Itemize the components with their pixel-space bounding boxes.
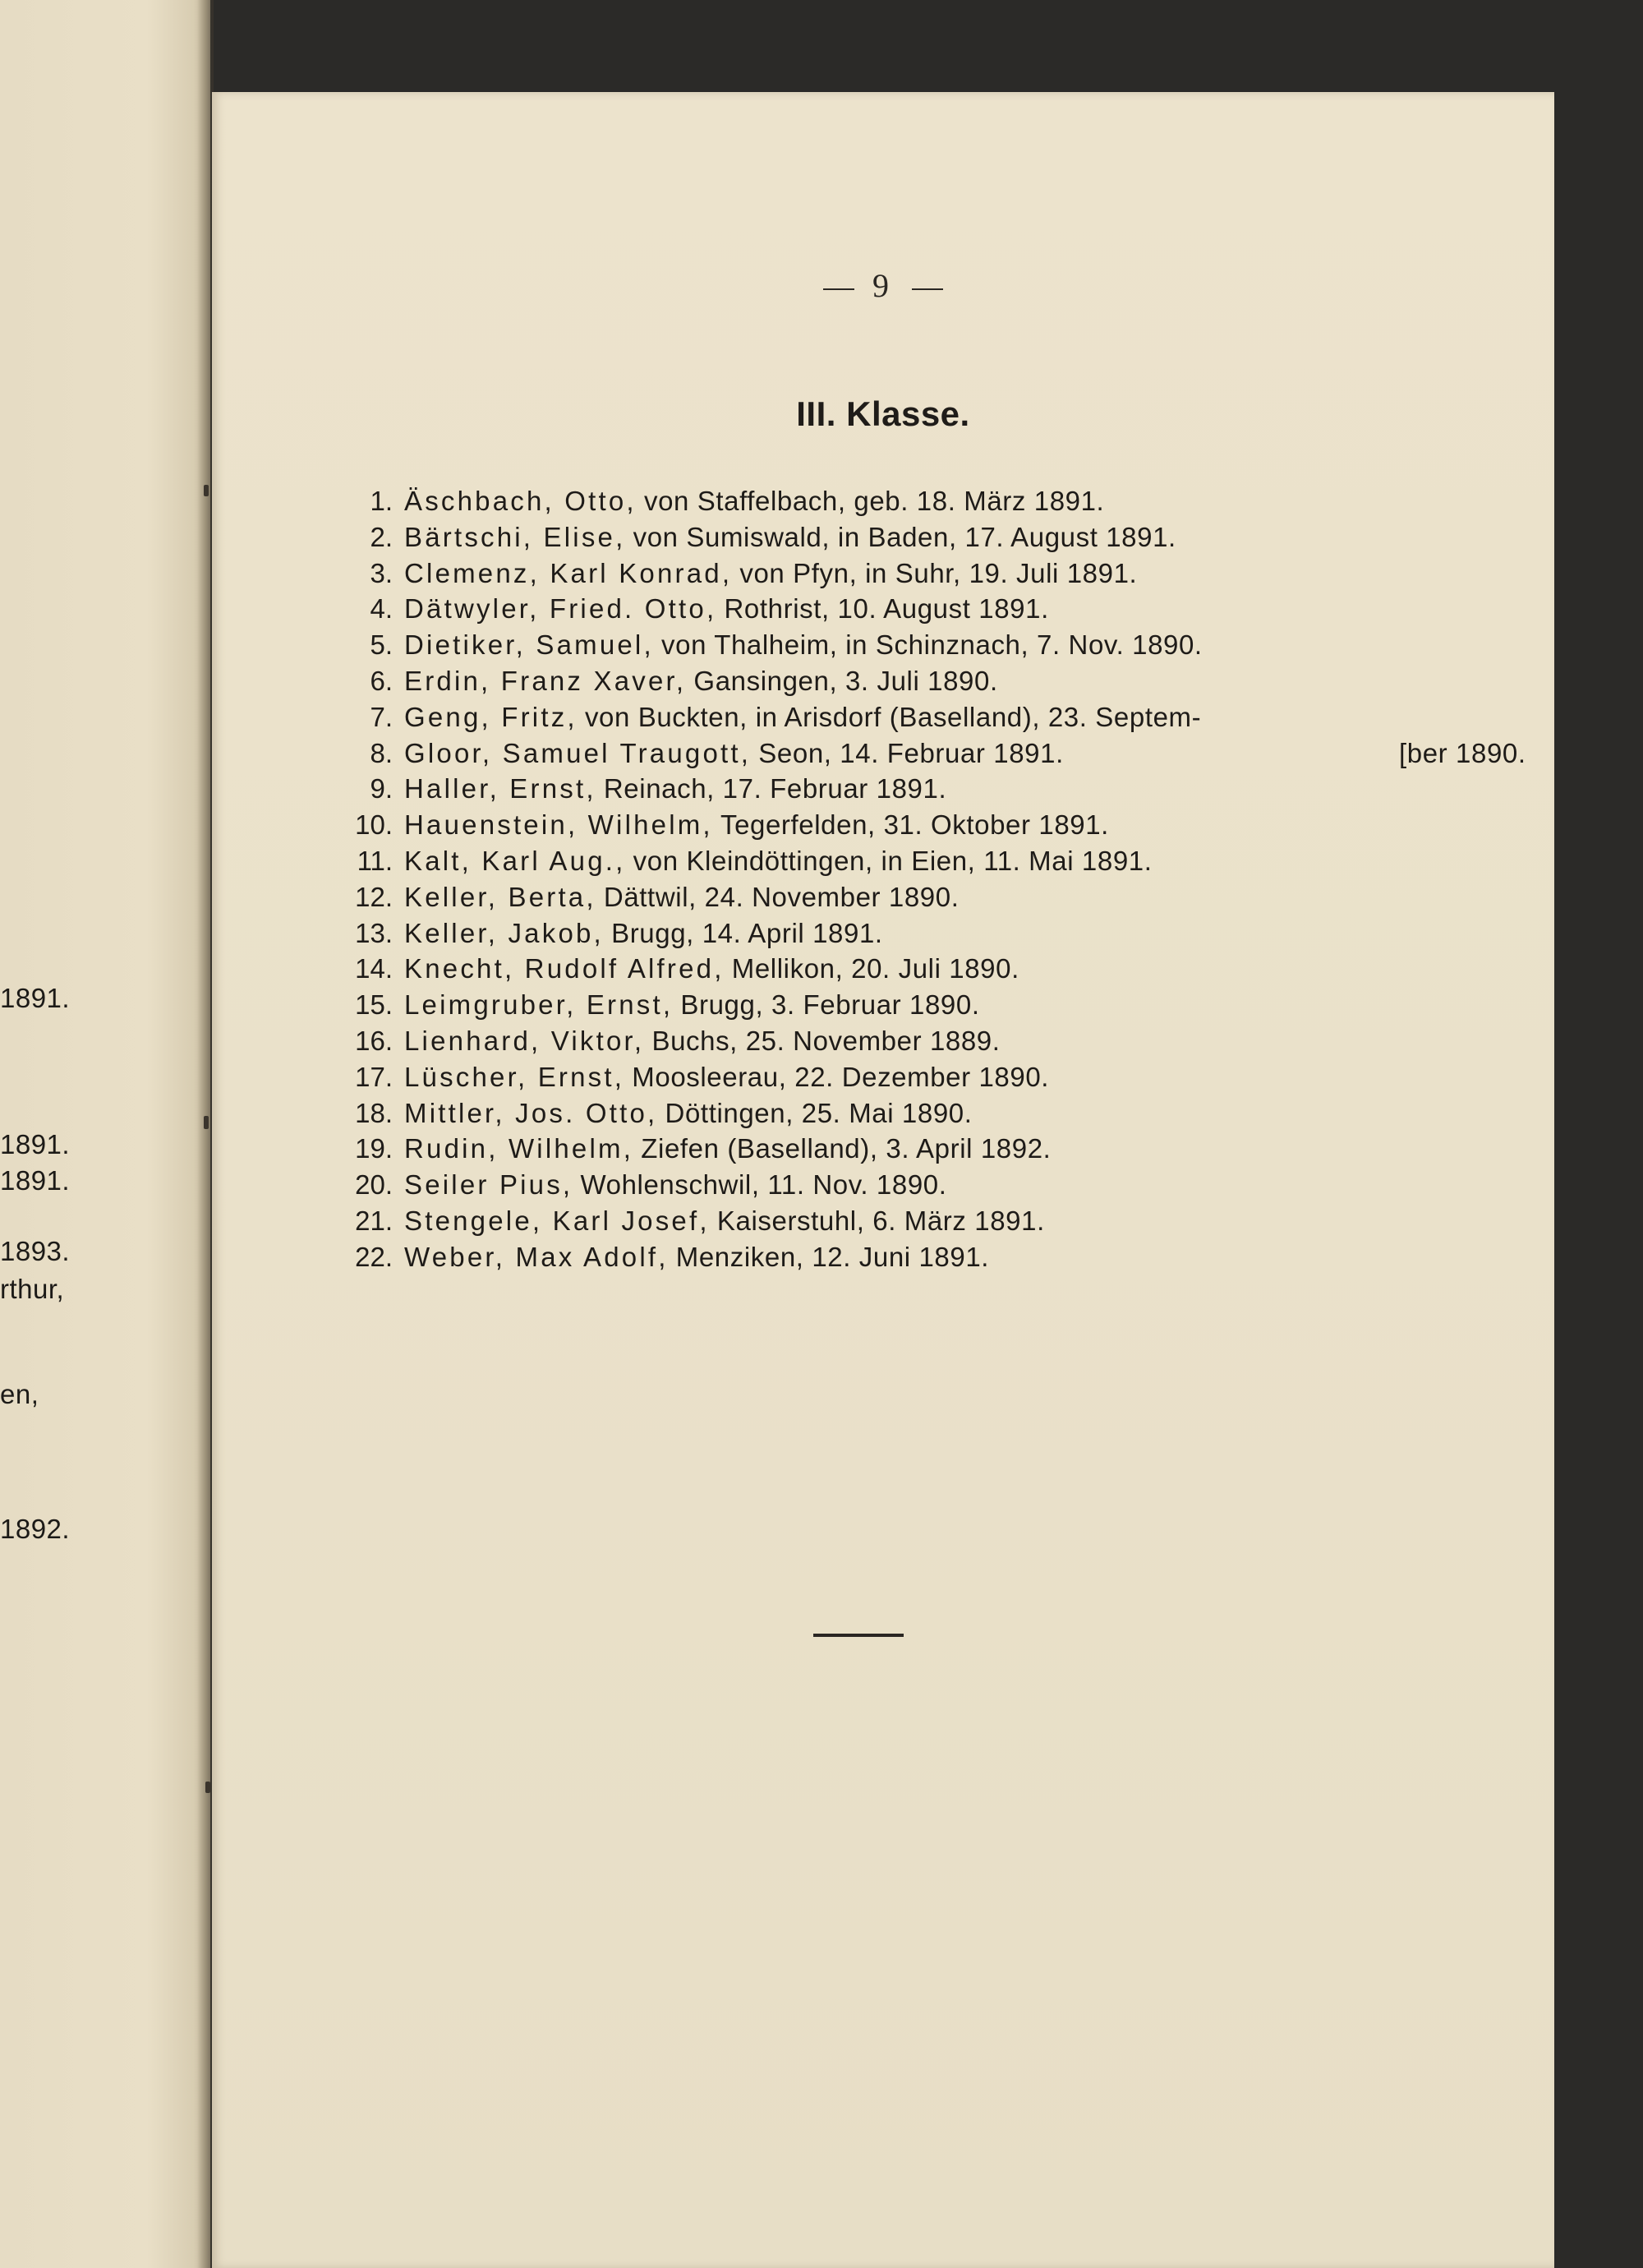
entry-details: Brugg, 3. Februar 1890.: [680, 989, 980, 1021]
margin-fragment: 1891.: [0, 1165, 71, 1196]
list-item: [352, 663, 1203, 699]
list-item: [352, 627, 1203, 663]
entry-number: 2.: [370, 521, 393, 552]
entry-number: 4.: [370, 593, 393, 625]
list-item: [352, 1239, 1203, 1275]
entry-number: 19.: [355, 1133, 393, 1164]
entry-name: Bärtschi, Elise,: [404, 521, 626, 552]
entry-number: 9.: [370, 773, 393, 804]
entry-name: Weber, Max Adolf,: [404, 1241, 669, 1272]
entry-details: Menziken, 12. Juni 1891.: [675, 1241, 990, 1272]
entry-details: von Sumiswald, in Baden, 17. August 1891.: [633, 521, 1176, 552]
entry-number: 12.: [355, 881, 393, 912]
list-item: [352, 987, 1203, 1023]
entry-name: Keller, Jakob,: [404, 917, 604, 948]
entry-details: von Buckten, in Arisdorf (Baselland), 23. Septem-: [584, 701, 1202, 732]
entry-details: von Thalheim, in Schinznach, 7. Nov. 1890.: [661, 629, 1203, 661]
entry-details: Buchs, 25. November 1889.: [651, 1025, 1001, 1056]
list-item: [352, 807, 1203, 843]
entry-name: Lienhard, Viktor,: [404, 1025, 645, 1056]
list-item: [352, 519, 1203, 555]
list-item: [352, 771, 1203, 807]
entry-name: Geng, Fritz,: [404, 701, 578, 732]
list-item: [352, 591, 1203, 627]
entry-number: 14.: [355, 953, 393, 984]
entry-name: Clemenz, Karl Konrad,: [404, 557, 733, 588]
entry-details: Döttingen, 25. Mai 1890.: [665, 1097, 973, 1128]
entry-number: 7.: [370, 701, 393, 732]
entry-name: Seiler Pius,: [404, 1169, 573, 1201]
entry-name: Leimgruber, Ernst,: [404, 989, 674, 1021]
entry-number: 10.: [355, 809, 393, 841]
list-item: [352, 843, 1203, 879]
entry-details: Rothrist, 10. August 1891.: [724, 593, 1049, 625]
list-item: [352, 915, 1203, 952]
entry-number: 17.: [355, 1061, 393, 1092]
entry-name: Lüscher, Ernst,: [404, 1061, 625, 1092]
entry-name: Stengele, Karl Josef,: [404, 1205, 710, 1236]
entry-name: Gloor, Samuel Traugott,: [404, 737, 752, 768]
margin-fragment: rthur,: [0, 1274, 65, 1304]
entry-name: Kalt, Karl Aug.,: [404, 845, 626, 876]
margin-fragment: 1891.: [0, 983, 71, 1013]
list-item: [352, 1023, 1203, 1059]
list-item: [352, 735, 1526, 772]
list-item: [352, 1095, 1203, 1132]
list-item: [352, 879, 1203, 915]
document-page: [212, 92, 1554, 2268]
entry-number: 20.: [355, 1169, 393, 1201]
class-heading: III. Klasse.: [796, 394, 970, 433]
entry-number: 15.: [355, 989, 393, 1021]
previous-page-strip: [0, 0, 210, 2268]
entry-details: Reinach, 17. Februar 1891.: [603, 773, 947, 804]
list-item: [352, 1203, 1203, 1239]
list-item: [352, 951, 1203, 987]
entry-details: Wohlenschwil, 11. Nov. 1890.: [580, 1169, 947, 1201]
margin-fragment: 1891.: [0, 1129, 71, 1159]
entry-name: Dätwyler, Fried. Otto,: [404, 593, 717, 625]
entry-details: Gansingen, 3. Juli 1890.: [693, 665, 998, 696]
binding-mark: [204, 1116, 209, 1129]
entry-number: 5.: [370, 629, 393, 661]
entry-name: Hauenstein, Wilhelm,: [404, 809, 713, 841]
dash-left: [823, 288, 854, 290]
entry-details: von Kleindöttingen, in Eien, 11. Mai 1891.: [633, 845, 1153, 876]
list-item: [352, 1059, 1203, 1095]
entry-name: Äschbach, Otto,: [404, 486, 637, 516]
entry-number: 21.: [355, 1205, 393, 1236]
entry-details: Mellikon, 20. Juli 1890.: [731, 953, 1019, 984]
entry-number: 1.: [370, 486, 393, 516]
binding-mark: [205, 1782, 210, 1793]
entry-continuation-note: [ber 1890.: [1399, 737, 1526, 768]
list-item: [352, 1131, 1203, 1167]
entry-name: Knecht, Rudolf Alfred,: [404, 953, 725, 984]
list-item: [352, 1167, 1203, 1203]
margin-fragment: en,: [0, 1379, 39, 1409]
list-item: [352, 483, 1203, 519]
entry-number: 22.: [355, 1241, 393, 1272]
entry-details: Moosleerau, 22. Dezember 1890.: [632, 1061, 1050, 1092]
entry-name: Haller, Ernst,: [404, 773, 596, 804]
entry-details: Dättwil, 24. November 1890.: [603, 881, 960, 912]
entry-details: Tegerfelden, 31. Oktober 1891.: [720, 809, 1109, 841]
list-item: [352, 699, 1203, 735]
entry-number: 13.: [355, 917, 393, 948]
entry-number: 3.: [370, 557, 393, 588]
entry-name: Mittler, Jos. Otto,: [404, 1097, 658, 1128]
page-number-value: 9: [872, 267, 894, 304]
entry-details: von Pfyn, in Suhr, 19. Juli 1891.: [739, 557, 1138, 588]
closing-rule: [813, 1634, 904, 1637]
binding-mark: [204, 485, 209, 496]
entry-name: Dietiker, Samuel,: [404, 629, 654, 661]
entry-details: Brugg, 14. April 1891.: [611, 917, 883, 948]
margin-fragment: 1892.: [0, 1514, 71, 1544]
student-list: [352, 483, 1526, 1275]
entry-details: Kaiserstuhl, 6. März 1891.: [716, 1205, 1045, 1236]
entry-number: 6.: [370, 665, 393, 696]
dash-right: [912, 288, 943, 290]
entry-name: Keller, Berta,: [404, 881, 596, 912]
entry-name: Erdin, Franz Xaver,: [404, 665, 687, 696]
book-gutter: [197, 0, 214, 2268]
entry-details: Seon, 14. Februar 1891.: [758, 737, 1064, 768]
list-item: [352, 555, 1203, 592]
entry-number: 18.: [355, 1097, 393, 1128]
entry-number: 8.: [370, 737, 393, 768]
entry-name: Rudin, Wilhelm,: [404, 1133, 634, 1164]
page-number: [212, 266, 1554, 305]
entry-details: Ziefen (Baselland), 3. April 1892.: [641, 1133, 1052, 1164]
entry-number: 16.: [355, 1025, 393, 1056]
margin-fragment: 1893.: [0, 1236, 71, 1266]
entry-number: 11.: [357, 845, 393, 876]
entry-details: von Staffelbach, geb. 18. März 1891.: [643, 486, 1105, 516]
